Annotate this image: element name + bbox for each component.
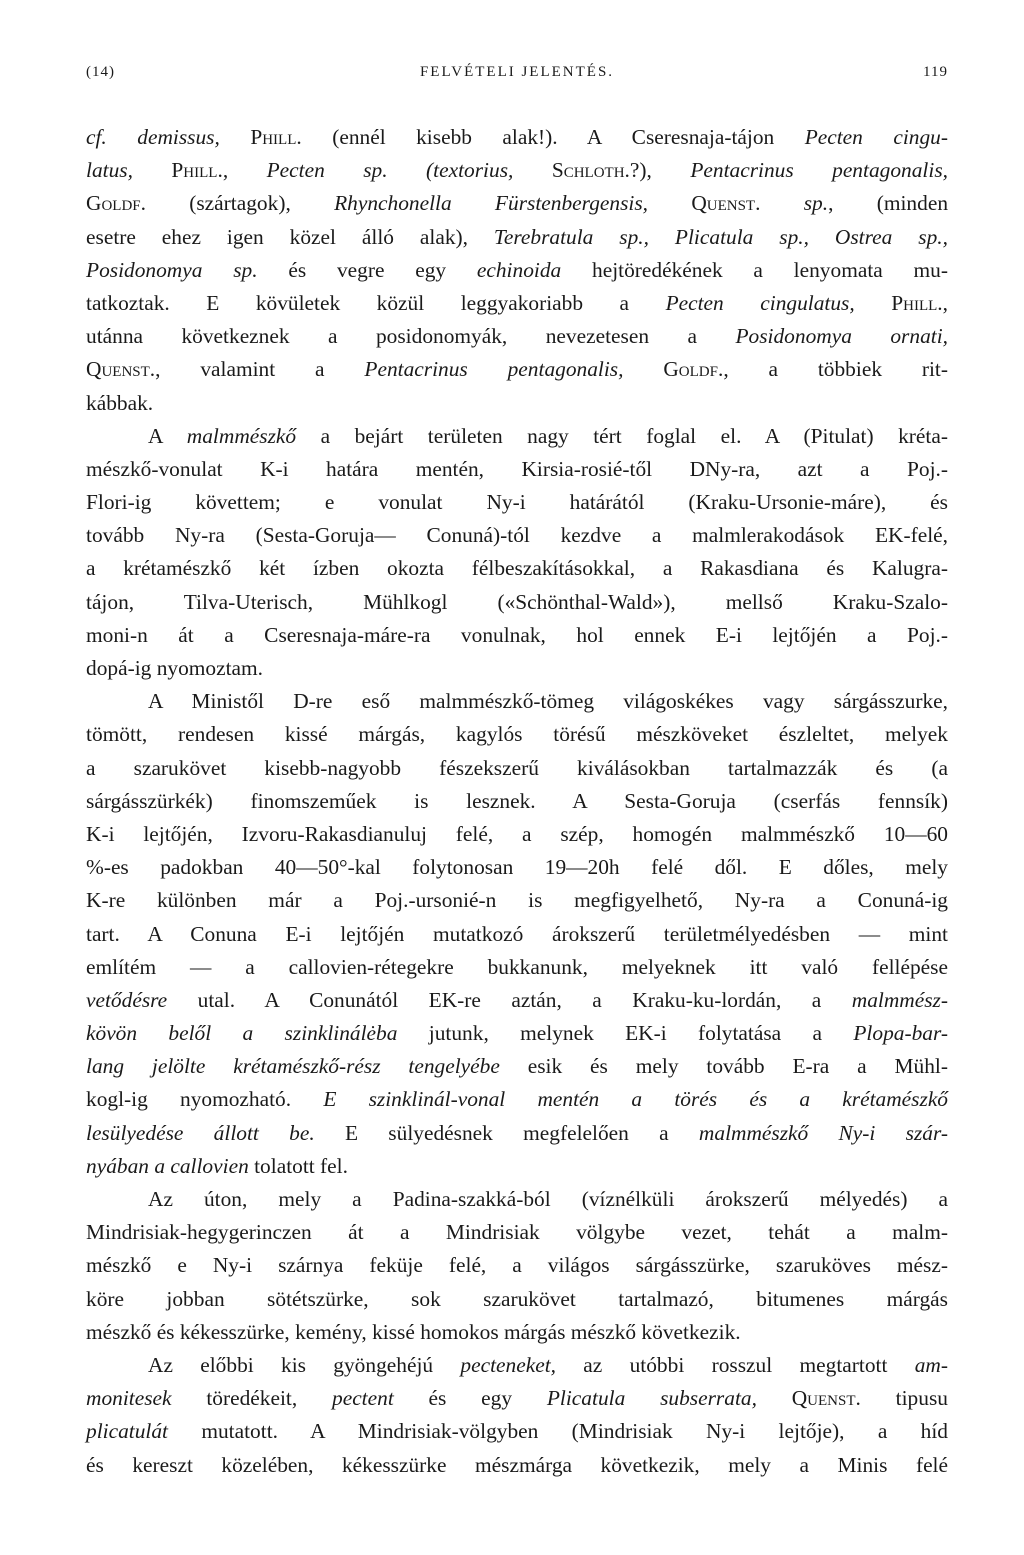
text-line xyxy=(86,984,948,1017)
italic-term: malmmészkő xyxy=(186,423,297,448)
italic-term: monitesek xyxy=(86,1386,172,1411)
author-abbrev: Quenst. xyxy=(86,357,156,382)
text-run: esik és mely tovább E-ra a Mühl- xyxy=(499,1054,948,1079)
italic-term: Pentacrinus pentagonalis, xyxy=(690,158,948,183)
text-line xyxy=(86,1050,948,1083)
text-run: tovább Ny-ra (Sesta-Goruja— Conuná)-tól kezdve a malmlerakodások EK-felé, xyxy=(86,523,948,548)
text-line xyxy=(86,685,948,718)
text-run: és kereszt közelében, kékesszürke mészmárga következik, mely a Minis felé xyxy=(86,1452,948,1477)
text-run: esetre ehez igen közel álló alak), xyxy=(86,224,494,249)
text-run: , (minden xyxy=(828,191,949,216)
text-line xyxy=(86,1216,948,1249)
text-run: a krétamészkő két ízben okozta félbeszakításokkal, a Rakasdiana és Kalugra- xyxy=(86,556,948,581)
text-line xyxy=(86,1183,948,1216)
text-line xyxy=(86,121,948,154)
text-run: sárgásszürkék) finomszeműek is lesznek. A Sesta-Goruja (cserfás fennsík) xyxy=(86,788,948,813)
text-run: említém — a callovien-rétegekre bukkanunk, melyeknek itt való fellépése xyxy=(86,954,948,979)
text-run xyxy=(757,1386,792,1410)
text-run: mészkő-vonulat K-i határa mentén, Kirsia-rosié-től DNy-ra, azt a Poj.- xyxy=(86,456,948,481)
text-run: a bejárt területen nagy tért foglal el. A (Pitulat) kréta- xyxy=(296,423,948,448)
author-abbrev: Quenst. xyxy=(791,1386,861,1411)
author-abbrev: Phill. xyxy=(171,158,223,183)
text-run: dopá-ig nyomoztam. xyxy=(86,656,264,680)
text-run: (ennél kisebb alak!). A Cseresnaja-tájon xyxy=(301,125,805,149)
text-run: töredékeit, xyxy=(171,1386,332,1411)
text-run: az utóbbi rosszul megtartott xyxy=(556,1352,915,1377)
text-run: mészkő és kékesszürke, kemény, kissé homokos márgás mészkő következik. xyxy=(86,1319,741,1344)
text-line xyxy=(86,818,948,851)
text-run: Az úton, mely a Padina-szakká-ból (víznélküli árokszerű mélyedés) a xyxy=(148,1187,948,1211)
text-line xyxy=(86,1316,948,1349)
text-line xyxy=(86,1150,948,1183)
text-run: tatkoztak. E kövületek közül leggyakoriabb a xyxy=(86,290,666,315)
italic-term: malmmész- xyxy=(851,987,948,1012)
text-line xyxy=(86,851,948,884)
italic-term: Pecten cingulatus, xyxy=(665,290,855,315)
text-line xyxy=(86,221,948,254)
text-line xyxy=(86,1083,948,1116)
text-line xyxy=(86,287,948,320)
text-run: , a többiek rit- xyxy=(723,357,948,382)
body-text xyxy=(86,121,948,1482)
text-line xyxy=(86,486,948,519)
text-run: jutunk, melynek EK-i folytatása a xyxy=(397,1021,854,1046)
text-run xyxy=(648,191,691,215)
text-line xyxy=(86,619,948,652)
text-line xyxy=(86,951,948,984)
text-run: Az előbbi kis gyöngehéjú xyxy=(148,1352,461,1377)
text-run: kogl-ig nyomozható. xyxy=(86,1087,324,1112)
text-line xyxy=(86,884,948,917)
italic-term: Plopa-bar- xyxy=(853,1021,948,1046)
text-run: mészkő e Ny-i szárnya feküje felé, a világos sárgásszürke, szaruköves mész- xyxy=(86,1253,948,1278)
text-run xyxy=(513,158,551,182)
italic-term: Posidonomya ornati, xyxy=(735,324,948,349)
text-run: hejtöredékének a lenyomata mu- xyxy=(561,257,948,282)
author-abbrev: Quenst. xyxy=(691,191,761,216)
text-line xyxy=(86,1283,948,1316)
italic-term: cf. demissus, xyxy=(86,125,220,149)
italic-term: vetődésre xyxy=(86,987,168,1012)
italic-term: Terebratula sp., Plicatula sp., Ostrea sp., xyxy=(493,224,948,249)
text-run: tömött, rendesen kissé márgás, kagylós törésű mészköveket észleltet, melyek xyxy=(86,722,948,747)
italic-term: Posidonomya sp. xyxy=(86,257,258,282)
italic-term: sp. xyxy=(803,191,829,216)
text-line xyxy=(86,718,948,751)
italic-term: echinoida xyxy=(476,257,562,282)
text-run: tipusu xyxy=(860,1386,948,1411)
italic-term: pectent xyxy=(332,1386,394,1411)
text-run: A xyxy=(148,423,187,448)
text-line xyxy=(86,752,948,785)
text-line xyxy=(86,918,948,951)
text-line xyxy=(86,353,948,386)
text-run: ?), xyxy=(629,158,691,183)
text-run xyxy=(623,357,663,381)
author-abbrev: Schloth. xyxy=(551,158,630,183)
italic-term: kövön belől a szinklinálėba xyxy=(86,1021,398,1046)
text-line xyxy=(86,187,948,220)
text-run: E sülyedésnek megfelelően a xyxy=(314,1120,699,1145)
text-run: utánna következnek a posidonomyák, nevezetesen a xyxy=(86,324,736,349)
text-run: , valamint a xyxy=(155,357,365,382)
text-run: a szarukövet kisebb-nagyobb fészekszerű kiválásokban tartalmazzák és (a xyxy=(86,755,948,780)
text-line xyxy=(86,552,948,585)
italic-term: Pentacrinus pentagonalis, xyxy=(364,357,624,382)
text-line xyxy=(86,154,948,187)
text-run: mutatott. A Mindrisiak-völgyben (Mindrisiak Ny-i lejtője), a híd xyxy=(168,1419,948,1444)
italic-term: plicatulát xyxy=(86,1419,168,1444)
text-run: K-re különben már a Poj.-ursonié-n is megfigyelhető, Ny-ra a Conuná-ig xyxy=(86,888,948,913)
text-run: %-es padokban 40—50°-kal folytonosan 19—20h felé dől. E dőles, mely xyxy=(86,855,948,880)
page-number: 119 xyxy=(923,64,948,80)
text-line xyxy=(86,1017,948,1050)
text-run: tart. A Conuna E-i lejtőjén mutatkozó árokszerű területmélyedésben — mint xyxy=(86,921,948,946)
text-line xyxy=(86,519,948,552)
italic-term: lang jelölte krétamészkő-rész tengelyébe xyxy=(86,1054,500,1079)
text-line xyxy=(86,586,948,619)
italic-term: pecteneket, xyxy=(460,1352,556,1377)
text-run: köre jobban sötétszürke, sok szarukövet tartalmazó, bitumenes márgás xyxy=(86,1286,948,1311)
author-abbrev: Phill. xyxy=(250,125,302,149)
text-run: (szártagok), xyxy=(145,191,335,216)
running-header xyxy=(86,64,948,90)
italic-term: latus, xyxy=(86,158,133,183)
text-run: tolatott fel. xyxy=(248,1153,348,1178)
italic-term: nyában a callovien xyxy=(86,1153,249,1178)
text-run: kábbak. xyxy=(86,390,154,415)
section-number: (14) xyxy=(86,64,115,80)
italic-term: am- xyxy=(914,1352,948,1377)
text-run: K-i lejtőjén, Izvoru-Rakasdianuluj felé, a szép, homogén malmmészkő 10—60 xyxy=(86,821,948,846)
text-line xyxy=(86,1349,948,1382)
italic-term: Plicatula subserrata, xyxy=(546,1386,757,1411)
text-run: és vegre egy xyxy=(257,257,477,282)
text-run: , xyxy=(942,290,949,315)
text-line xyxy=(86,453,948,486)
author-abbrev: Phill. xyxy=(891,290,943,315)
text-run: Mindrisiak-hegygerinczen át a Mindrisiak völgybe vezet, tehát a malm- xyxy=(86,1220,948,1245)
italic-term: Rhynchonella Fürstenbergensis, xyxy=(334,191,649,216)
author-abbrev: Goldf. xyxy=(663,357,724,382)
text-run: Flori-ig követtem; e vonulat Ny-i határától (Kraku-Ursonie-máre), és xyxy=(86,490,948,515)
text-line xyxy=(86,1382,948,1415)
text-line xyxy=(86,254,948,287)
running-title: FELVÉTELI JELENTÉS. xyxy=(419,64,615,80)
text-run xyxy=(855,291,892,315)
text-line xyxy=(86,420,948,453)
italic-term: Pecten sp. (textorius, xyxy=(266,158,514,183)
text-line xyxy=(86,320,948,353)
italic-term: Pecten cingu- xyxy=(804,125,948,149)
text-run: A Ministől D-re eső malmmészkő-tömeg világoskékes vagy sárgásszurke, xyxy=(148,689,948,714)
text-line xyxy=(86,1449,948,1482)
text-line xyxy=(86,387,948,420)
text-run xyxy=(760,191,803,215)
text-line xyxy=(86,785,948,818)
text-run: és egy xyxy=(393,1386,547,1411)
text-line xyxy=(86,1117,948,1150)
italic-term: malmmészkő Ny-i szár- xyxy=(698,1120,948,1145)
text-run: utal. A Conunától EK-re aztán, a Kraku-ku-lordán, a xyxy=(167,987,852,1012)
italic-term: lesülyedése állott be. xyxy=(86,1120,315,1145)
text-line xyxy=(86,1415,948,1448)
text-line xyxy=(86,652,948,685)
text-run xyxy=(220,125,250,149)
text-line xyxy=(86,1249,948,1282)
text-run xyxy=(133,158,171,182)
author-abbrev: Goldf. xyxy=(86,191,146,216)
italic-term: E szinklinál-vonal mentén a törés és a krétamészkő xyxy=(323,1087,949,1112)
text-run: tájon, Tilva-Uterisch, Mühlkogl («Schönthal-Wald»), mellső Kraku-Szalo- xyxy=(86,589,948,614)
text-run: , xyxy=(222,158,267,183)
text-run: moni-n át a Cseresnaja-máre-ra vonulnak, hol ennek E-i lejtőjén a Poj.- xyxy=(86,622,948,647)
